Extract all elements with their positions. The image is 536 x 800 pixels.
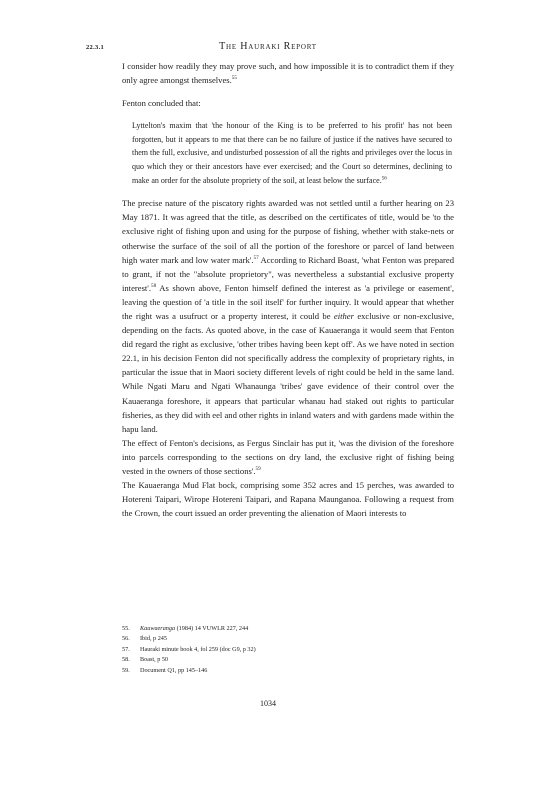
running-head: The Hauraki Report — [219, 41, 317, 52]
footnote: 57. Hauraki minute book 4, fol 259 (doc G9, p 32) — [122, 645, 256, 653]
paragraph-5: The Kauaeranga Mud Flat bock, comprising some 352 acres and 15 perches, was awarded to Hotereni Taipari, Wirope Hotereni Taipari, and Rapana Maunganoa. Following a request from the Crown, the court issued an order preventing the alienation of Maori interests to — [122, 480, 454, 519]
page-number: 1034 — [260, 699, 276, 708]
paragraph-2: Fenton concluded that: — [122, 98, 201, 109]
block-quote: Lyttelton's maxim that 'the honour of the King is to be preferred to his profit' has not been forgotten, but it appears to me that there can be no failure of justice if the natives have secured to them the full, exclusive, and undisturbed possession of all the rights and privileges over the locus in quo which they or their ancestors have ever exercised; and the Court so determines, declining to make an order for the absolute propriety of the soil, at least below the surface.$^{56}$ — [132, 121, 452, 185]
section-number: 22.3.1 — [86, 44, 105, 51]
footnote: 59. Document Q1, pp 145–146 — [122, 666, 208, 674]
footnote: 55. Kauwaeranga (1984) 14 VUWLR 227, 244 — [122, 625, 249, 632]
footnote-ref: 59 — [255, 466, 261, 473]
footnote-ref: 56 — [381, 175, 387, 181]
footnote: 58. Boast, p 50 — [122, 656, 169, 664]
body-text — [122, 59, 454, 520]
paragraph-3: The precise nature of the piscatory rights awarded was not settled until a further hearing on 23 May 1871. It was agreed that the title, as described on the certificates of title, would be 'to the exclusive right of fishing upon and using for the purpose of fishing, whether with stake-nets or otherwise the surface of the soil of all the portion of the foreshore or parcel of land between high water mark and low water mark'.$^{57}$ According to Richard Boast, 'what Fenton was prepared to grant, if not the "absolute proprietory", was nevertheless a substantial exclusive property interest'.$^{58}$ As shown above, Fenton himself defined the interest as 'a privilege or easement', leaving the question of 'a title in the soil itself' for further inquiry. It would appear that whether the right was a usufruct or a property interest, it could be either exclusive or non-exclusive, depending on the facts. As quoted above, in the case of Kauaeranga it would seem that Fenton did regard the right as exclusive, 'other tribes having been kept off'. As we have noted in section 22.1, in his decision Fenton did not specifically address the complexity of proprietary rights, in particular the issue that in Maori society different levels of right could be held in the same land. While Ngati Maru and Ngati Whanaunga 'tribes' gave evidence of their control over the Kauaeranga foreshore, it appears that particular whanau had staked out rights to particular fisheries, as they did with eel and other rights in inland waters and with gardens made within the hapu land. — [122, 198, 454, 434]
footnotes — [122, 624, 442, 676]
footnote-ref: 58 — [151, 282, 157, 289]
paragraph-1: I consider how readily they may prove such, and how impossible it is to contradict them if they only agree amongst themselves.$^{55}$ — [122, 61, 454, 86]
paragraph-4: The effect of Fenton's decisions, as Fergus Sinclair has put it, 'was the division of the foreshore into parcels corresponding to the sections on dry land, the exclusive right of fishing being vested in the owners of those sections'.$^{59}$ — [122, 437, 454, 477]
footnote-ref: 55 — [231, 75, 237, 82]
footnote-ref: 57 — [253, 254, 259, 261]
footnote: 56. Ibid, p 245 — [122, 635, 167, 643]
